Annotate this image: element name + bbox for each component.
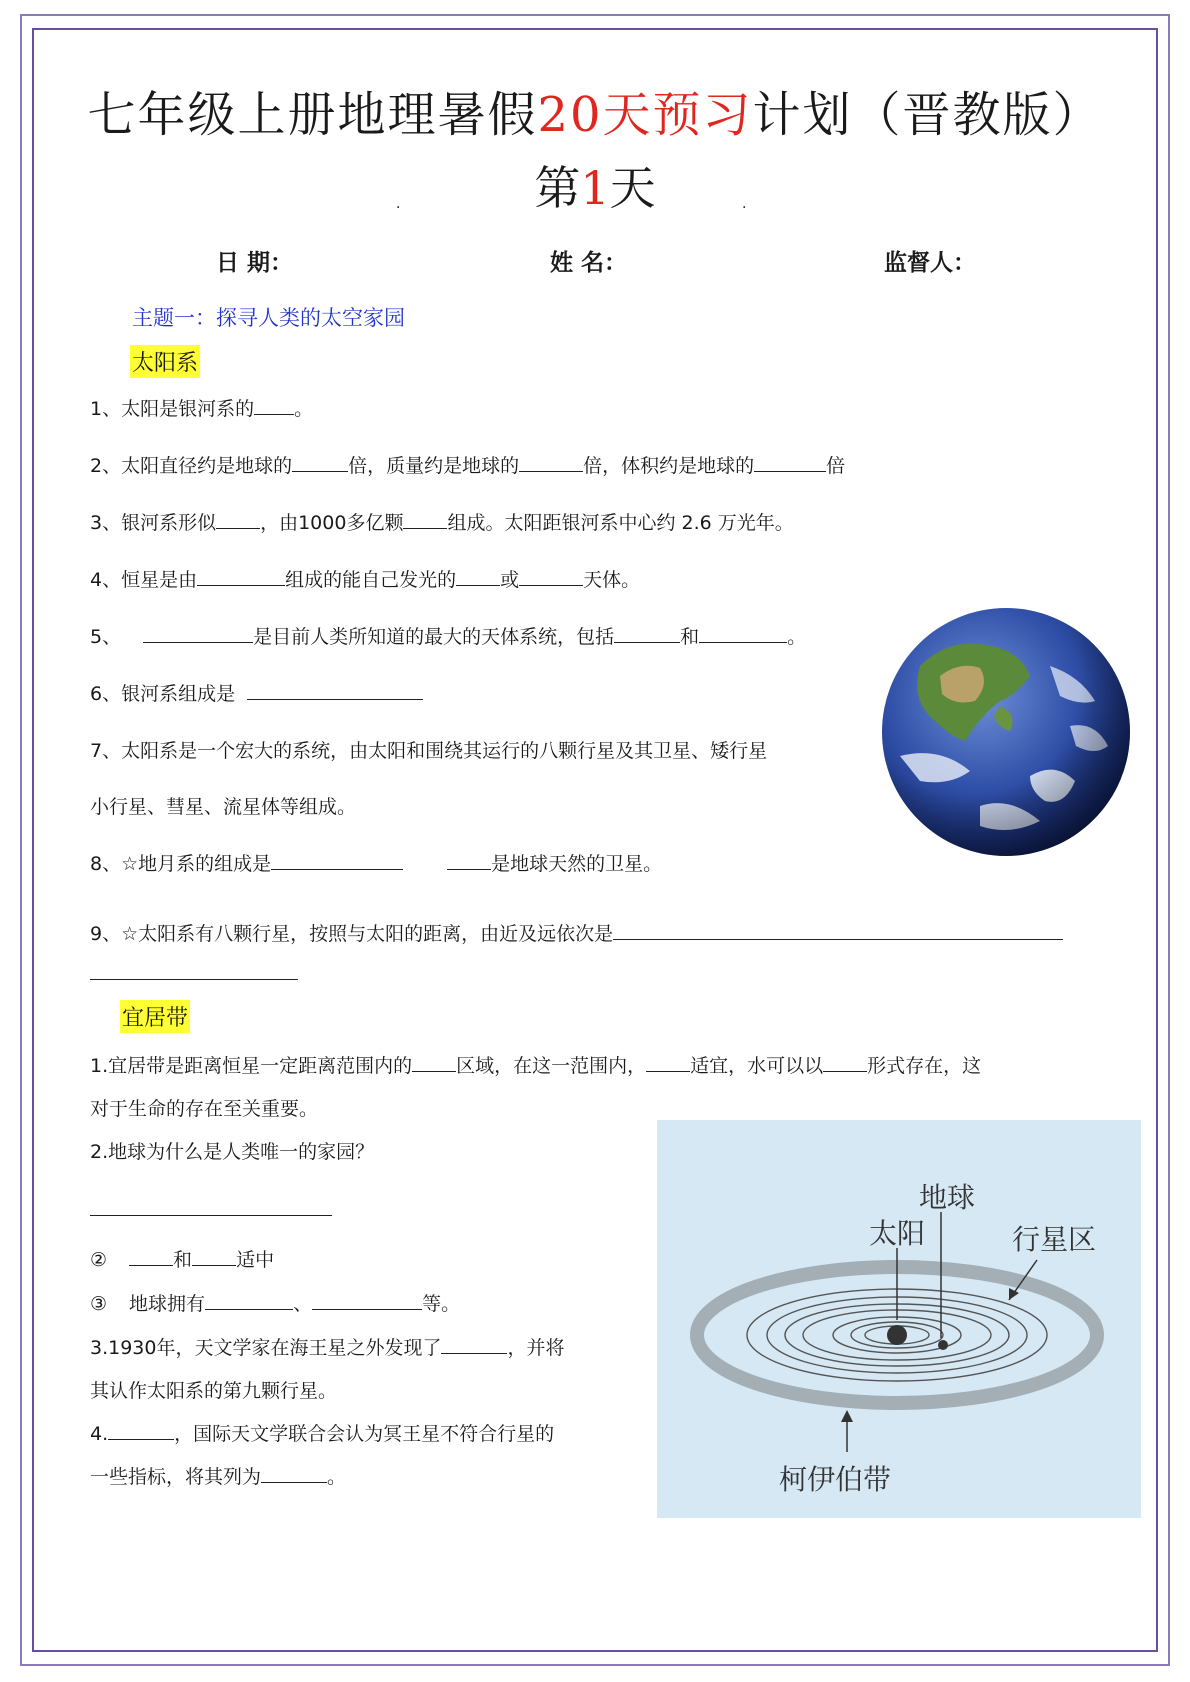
question-9-cont	[90, 960, 298, 985]
hz-question-2: 2.地球为什么是人类唯一的家园？	[90, 1141, 375, 1163]
answer-blank[interactable]	[312, 1290, 422, 1310]
topic-heading: 主题一：探寻人类的太空家园	[132, 306, 405, 330]
answer-blank[interactable]	[90, 960, 298, 980]
question-8: 8、☆地月系的组成是 是地球天然的卫星。	[90, 849, 662, 876]
answer-blank[interactable]	[271, 850, 403, 870]
answer-blank[interactable]	[129, 1246, 173, 1266]
question-4: 4、恒星是由 组成的能自己发光的 或 天体。	[90, 565, 640, 592]
hz-condition-3: ③ 地球拥有 、 等。	[90, 1289, 460, 1316]
answer-blank[interactable]	[699, 623, 787, 643]
supervisor-label: 监督人：	[884, 250, 976, 276]
decor-dot: ·	[742, 200, 747, 216]
answer-blank[interactable]	[441, 1334, 507, 1354]
answer-blank[interactable]	[519, 452, 583, 472]
answer-blank[interactable]	[403, 509, 447, 529]
hz-condition-2: ② 和 适中	[90, 1245, 274, 1272]
hz-question-2-answer	[90, 1196, 332, 1221]
hz-question-1-cont: 对于生命的存在至关重要。	[90, 1098, 319, 1120]
label-kuiper-belt: 柯伊伯带	[779, 1463, 892, 1496]
answer-blank[interactable]	[614, 623, 680, 643]
hz-question-3: 3.1930年，天文学家在海王星之外发现了 ，并将	[90, 1333, 565, 1360]
question-5: 5、 是目前人类所知道的最大的天体系统，包括 和 。	[90, 622, 806, 649]
name-label: 姓 名：	[550, 250, 628, 276]
page-title: 七年级上册地理暑假20天预习计划（晋教版）	[87, 87, 1103, 143]
section-heading-habitable-zone: 宜居带	[120, 1000, 190, 1033]
answer-blank[interactable]	[261, 1463, 327, 1483]
decor-dot: ·	[396, 200, 401, 216]
earth-dot	[938, 1340, 948, 1350]
question-6: 6、银河系组成是	[90, 679, 423, 706]
question-7: 7、太阳系是一个宏大的系统，由太阳和围绕其运行的八颗行星及其卫星、矮行星	[90, 740, 768, 762]
answer-blank[interactable]	[412, 1052, 456, 1072]
answer-blank[interactable]	[254, 395, 294, 415]
answer-blank[interactable]	[108, 1420, 174, 1440]
day-title: 第1天	[534, 161, 656, 215]
question-1: 1、太阳是银河系的 。	[90, 394, 313, 421]
question-7-cont: 小行星、彗星、流星体等组成。	[90, 796, 357, 818]
answer-blank[interactable]	[823, 1052, 867, 1072]
label-planet-zone: 行星区	[1012, 1223, 1097, 1256]
answer-blank[interactable]	[197, 566, 285, 586]
question-2: 2、太阳直径约是地球的 倍，质量约是地球的 倍，体积约是地球的 倍	[90, 451, 845, 478]
answer-blank[interactable]	[754, 452, 826, 472]
kuiper-belt-diagram	[657, 1120, 1141, 1518]
answer-blank[interactable]	[447, 850, 491, 870]
answer-blank[interactable]	[205, 1290, 293, 1310]
answer-blank[interactable]	[519, 566, 583, 586]
label-earth: 地球	[919, 1181, 976, 1214]
answer-blank[interactable]	[613, 920, 1063, 940]
hz-question-4: 4. ，国际天文学联合会认为冥王星不符合行星的	[90, 1419, 554, 1446]
question-3: 3、银河系形似 ，由1000多亿颗 组成。太阳距银河系中心约 2.6 万光年。	[90, 508, 794, 535]
answer-blank[interactable]	[456, 566, 500, 586]
label-sun: 太阳	[869, 1217, 926, 1250]
answer-blank[interactable]	[247, 680, 423, 700]
hz-question-3-cont: 其认作太阳系的第九颗行星。	[90, 1380, 338, 1402]
answer-blank[interactable]	[216, 509, 260, 529]
answer-blank[interactable]	[292, 452, 348, 472]
answer-blank[interactable]	[90, 1196, 332, 1216]
answer-blank[interactable]	[646, 1052, 690, 1072]
section-heading-solar-system: 太阳系	[130, 345, 200, 378]
hz-question-1: 1.宜居带是距离恒星一定距离范围内的 区域，在这一范围内， 适宜，水可以以 形式存在，这	[90, 1051, 981, 1078]
hz-question-4-cont: 一些指标，将其列为 。	[90, 1462, 346, 1489]
earth-image	[880, 606, 1132, 858]
sun-dot	[887, 1325, 907, 1345]
date-label: 日 期：	[216, 250, 294, 276]
answer-blank[interactable]	[143, 623, 253, 643]
answer-blank[interactable]	[192, 1246, 236, 1266]
question-9: 9、☆太阳系有八颗行星，按照与太阳的距离，由近及远依次是	[90, 919, 1063, 946]
